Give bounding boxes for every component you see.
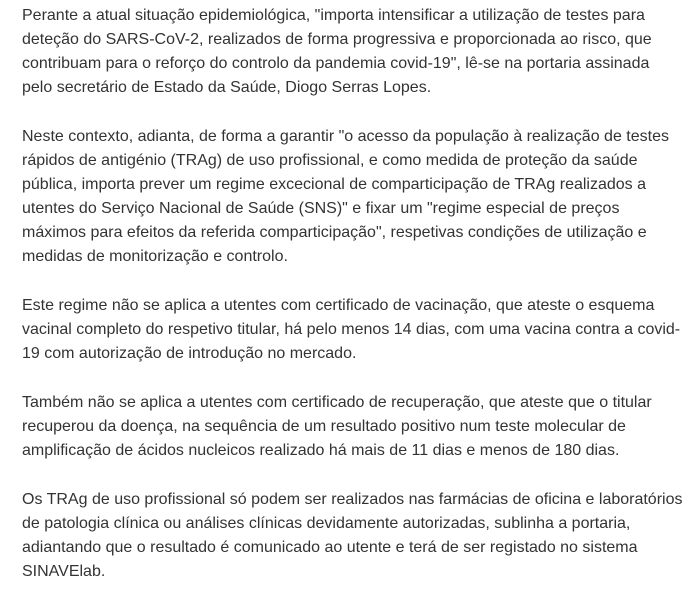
article-paragraph: Também não se aplica a utentes com certificado de recuperação, que ateste que o titular recuperou da doença, na sequência de um resultado positivo num teste molecular de amplificação de ácidos nucleicos realizado há mais de 11 dias e menos de 180 dias. [22,394,652,459]
article-paragraph: Os TRAg de uso profissional só podem ser realizados nas farmácias de oficina e laboratórios de patologia clínica ou análises clínicas devidamente autorizadas, sublinha a portaria, adiantando que o resultado é comunicado ao utente e terá de ser registado no sistema SINAVElab. [22,491,683,580]
article-paragraph: Este regime não se aplica a utentes com certificado de vacinação, que ateste o esquema vacinal completo do respetivo titular, há pelo menos 14 dias, com uma vacina contra a covid-19 com autorização de introdução no mercado. [22,297,681,362]
article-paragraph: Neste contexto, adianta, de forma a garantir "o acesso da população à realização de testes rápidos de antigénio (TRAg) de uso profissional, e como medida de proteção da saúde pública, importa prever um regime excecional de comparticipação de TRAg realizados a utentes do Serviço Nacional de Saúde (SNS)" e fixar um "regime especial de preços máximos para efeitos da referida comparticipação", respetivas condições de utilização e medidas de monitorização e controlo. [22,128,669,265]
article-paragraph: Perante a atual situação epidemiológica, "importa intensificar a utilização de testes para deteção do SARS-CoV-2, realizados de forma progressiva e proporcionada ao risco, que contribuam para o reforço do controlo da pandemia covid-19", lê-se na portaria assinada pelo secretário de Estado da Saúde, Diogo Serras Lopes. [22,7,652,96]
